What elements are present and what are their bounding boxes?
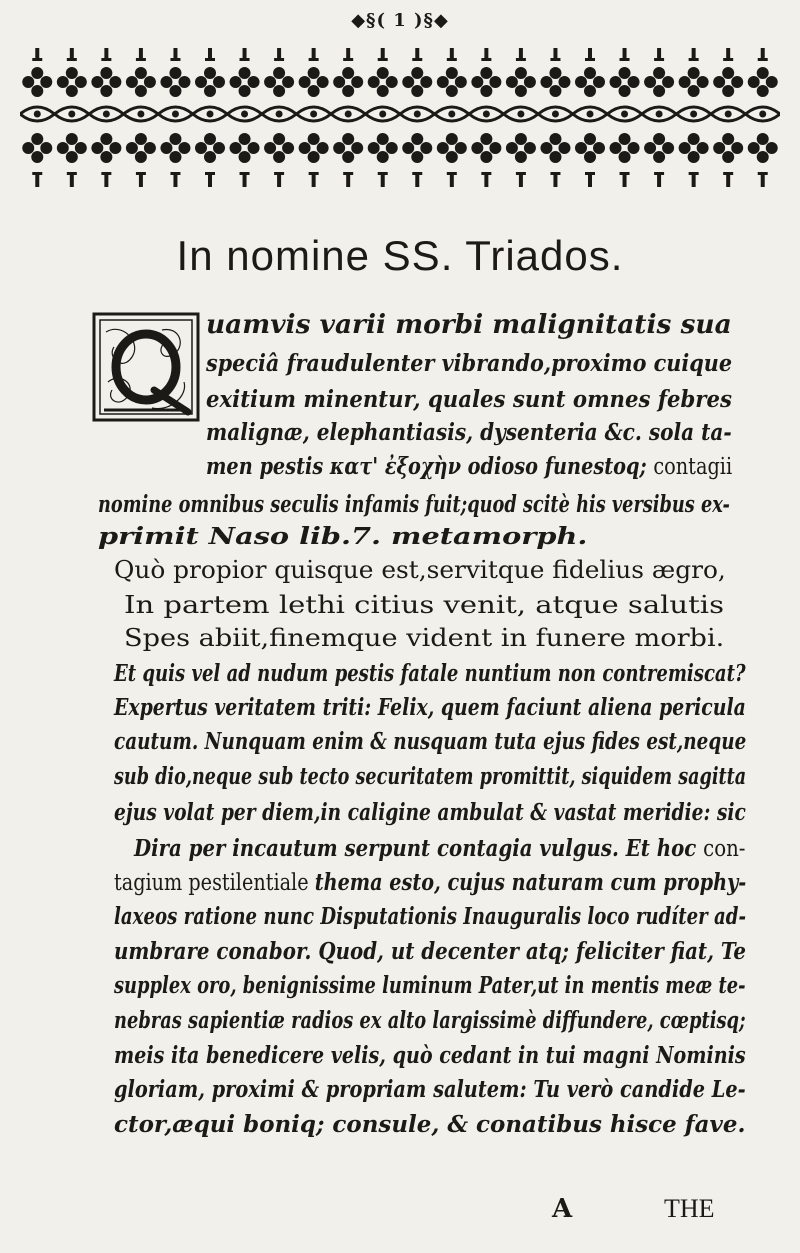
text-segment: ctor,æqui boniq; consule, & conatibus hisce fave. — [114, 1111, 746, 1138]
text-segment: Dira per incautum serpunt contagia vulgus. Et hoc — [134, 835, 704, 862]
text-segment: meis ita benedicere velis, quò cedant in tui magni Nominis — [114, 1042, 746, 1069]
text-line — [98, 520, 587, 554]
text-segment: umbrare conabor. Quod, ut decenter atq; feliciter fiat, Te — [114, 938, 746, 965]
text-segment: uamvis varii morbi malignitatis sua — [206, 310, 732, 340]
text-line — [114, 657, 746, 691]
text-line — [114, 900, 746, 934]
text-segment: speciâ fraudulenter vibrando,proximo cuique — [206, 350, 733, 377]
catchword: THE — [664, 1194, 715, 1223]
text-segment: contagii — [653, 454, 733, 480]
text-line — [114, 1039, 746, 1073]
text-line — [206, 308, 732, 342]
text-segment: laxeos ratione nunc Disputationis Inauguralis loco rudíter ad- — [114, 903, 746, 930]
text-line — [114, 969, 745, 1003]
signature-mark: A — [552, 1194, 573, 1224]
text-segment: exitium minentur, quales sunt omnes febres — [206, 386, 732, 413]
text-segment: Et quis vel ad nudum pestis fatale nuntium non contremiscat? — [114, 660, 746, 687]
text-line — [206, 383, 732, 417]
text-segment: malignæ, elephantiasis, dysenteria &c. sola ta- — [206, 419, 732, 446]
text-segment: ejus volat per diem,in caligine ambulat & vastat meridie: sic — [114, 799, 746, 826]
text-segment: Spes abiit,finemque vident in funere morbi. — [124, 624, 725, 652]
text-line — [114, 760, 746, 794]
text-line — [114, 866, 746, 900]
text-line — [114, 1073, 746, 1107]
text-segment: sub dio,neque sub tecto securitatem promittit, siquidem sagitta — [114, 763, 747, 790]
text-line — [114, 725, 746, 759]
ornamental-initial-q-icon — [92, 312, 200, 422]
text-line — [206, 347, 732, 381]
text-segment: supplex oro, benignissime luminum Pater,ut in mentis meæ te- — [114, 972, 746, 999]
text-segment: nomine omnibus seculis infamis fuit;quod scitè his versibus ex- — [98, 491, 730, 518]
page-heading: In nomine SS. Triados. — [176, 232, 624, 279]
text-segment: men pestis κατ' ἐξοχὴν odioso funestoq; — [206, 453, 654, 480]
text-segment: primit Naso lib.7. metamorph. — [98, 523, 588, 550]
text-segment: tagium pestilentiale — [114, 870, 315, 896]
text-line — [114, 935, 746, 969]
text-segment: Expertus veritatem triti: Felix, quem faciunt aliena pericula — [114, 694, 746, 721]
text-segment: thema esto, cujus naturam cum prophy- — [314, 869, 747, 896]
text-line — [114, 796, 746, 830]
text-line — [206, 416, 732, 450]
text-line — [134, 832, 745, 866]
text-line — [124, 621, 724, 655]
text-line — [114, 1108, 745, 1142]
text-line — [114, 553, 726, 587]
page-number: ◆§( 1 )§◆ — [351, 10, 449, 31]
text-segment: nebras sapientiæ radios ex alto largissimè diffundere, cœptisq; — [114, 1007, 746, 1034]
text-segment: con- — [703, 836, 746, 862]
text-segment: In partem lethi citius venit, atque salutis — [124, 591, 725, 619]
text-line — [114, 1004, 746, 1038]
text-segment: gloriam, proximi & propriam salutem: Tu verò candide Le- — [114, 1076, 746, 1103]
text-line — [206, 450, 732, 484]
text-segment: Quò propior quisque est,servitque fidelius ægro, — [114, 556, 726, 584]
text-line — [98, 488, 730, 522]
text-segment: cautum. Nunquam enim & nusquam tuta ejus fides est,neque — [114, 728, 747, 755]
text-line — [114, 691, 746, 725]
fleuron-border-icon — [20, 44, 780, 194]
text-line — [124, 588, 724, 622]
